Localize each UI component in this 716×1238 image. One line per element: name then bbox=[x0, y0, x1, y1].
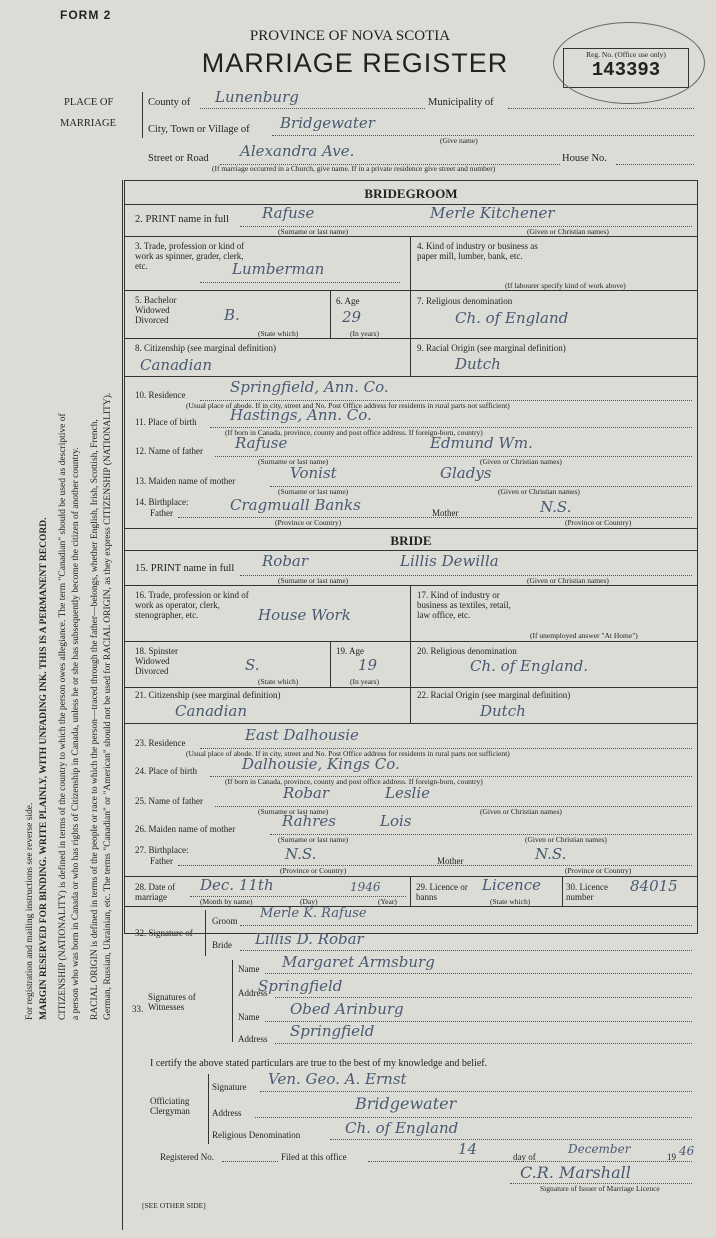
bg-father-surname: Rafuse bbox=[235, 434, 288, 452]
br-vdiv-4 bbox=[410, 687, 411, 723]
br-citizenship: Canadian bbox=[175, 702, 248, 720]
bg-years-caption: (In years) bbox=[350, 329, 379, 338]
bg-f14-label: 14. Birthplace: bbox=[135, 497, 189, 507]
bg-mother-prov-cap: (Province or Country) bbox=[565, 518, 632, 527]
sidebar-line-4: a person who was born in Canada or who has rights of Citizenship in Canada, unless he or she has subsequently become the citizen of another country. bbox=[71, 447, 81, 1020]
street-value: Alexandra Ave. bbox=[240, 142, 355, 160]
clergy-addr-line bbox=[255, 1117, 692, 1118]
f33-label: 33. bbox=[132, 1004, 144, 1014]
licence-type: Licence bbox=[482, 876, 541, 894]
bg-vdiv-2 bbox=[330, 290, 331, 338]
see-other-side: [SEE OTHER SIDE] bbox=[142, 1201, 206, 1210]
sig-bracket bbox=[205, 910, 206, 956]
bride-rule-5 bbox=[124, 723, 698, 724]
br-father-bp-label: Father bbox=[150, 856, 173, 866]
licence-state-cap: (State which) bbox=[490, 897, 531, 906]
br-father-surname: Robar bbox=[283, 784, 330, 802]
house-line bbox=[616, 164, 694, 165]
br-f16-label: 16. Trade, profession or kind of work as operator, clerk, stenographer, etc. bbox=[135, 590, 249, 620]
w2-address-label: Address bbox=[238, 1034, 268, 1044]
bg-f3-label: 3. Trade, profession or kind of work as spinner, grader, clerk, etc. bbox=[135, 241, 245, 271]
official-stamp-ring bbox=[553, 22, 705, 104]
sidebar-line-3: CITIZENSHIP (NATIONALITY) is defined in terms of the country to which the person owes allegiance. The term "Canadian" should be used as descriptive of bbox=[58, 413, 68, 1020]
bride-rule-2 bbox=[124, 585, 698, 586]
certify-statement: I certify the above stated particulars are true to the best of my knowledge and belief. bbox=[150, 1058, 488, 1069]
br-mother-bp-label: Mother bbox=[437, 856, 464, 866]
m-vdiv-1 bbox=[410, 876, 411, 906]
bride-sig-line bbox=[240, 950, 692, 951]
br-residence: East Dalhousie bbox=[245, 726, 359, 744]
bg-trade: Lumberman bbox=[232, 260, 325, 278]
county-line bbox=[200, 108, 425, 109]
issuer-signature: C.R. Marshall bbox=[520, 1163, 631, 1182]
sidebar-line-6: German, Russian, Ukrainian, etc. The terms "Canadian" or "American" should not be used for RACIAL ORIGIN, as they express CITIZENSHIP (NATIONALITY). bbox=[103, 392, 113, 1020]
br-f20-label: 20. Religious denomination bbox=[417, 646, 517, 656]
witness-2-address: Springfield bbox=[290, 1022, 375, 1040]
f28-label: 28. Date of marriage bbox=[135, 882, 176, 902]
w1-name-label: Name bbox=[238, 964, 260, 974]
marriage-month-day: Dec. 11th bbox=[200, 876, 274, 894]
br-status: S. bbox=[245, 656, 260, 674]
municipality-label: Municipality of bbox=[428, 97, 494, 108]
bg-f13-label: 13. Maiden name of mother bbox=[135, 476, 236, 486]
bg-father-bp-label: Father bbox=[150, 508, 173, 518]
br-f22-label: 22. Racial Origin (see marginal definition) bbox=[417, 690, 571, 700]
bg-trade-line bbox=[200, 282, 400, 283]
bg-residence-note: (Usual place of abode. If in city, street and No. Post Office address for residents in rural parts not sufficient) bbox=[186, 401, 510, 410]
bg-religion: Ch. of England bbox=[455, 309, 569, 327]
city-line bbox=[272, 135, 694, 136]
witness-1-name: Margaret Armsburg bbox=[282, 953, 435, 971]
bg-f7-label: 7. Religious denomination bbox=[417, 296, 513, 306]
bg-birth-note: (If born in Canada, province, county and post office address. If foreign-born, country) bbox=[225, 428, 483, 437]
bg-mother-surname: Vonist bbox=[290, 464, 337, 482]
br-f18-label: 18. Spinster Widowed Divorced bbox=[135, 646, 179, 676]
issuer-caption: Signature of Issuer of Marriage Licence bbox=[540, 1184, 660, 1193]
bg-rule-5 bbox=[124, 376, 698, 377]
clergy-address-label: Address bbox=[212, 1108, 242, 1118]
place-label-2: MARRIAGE bbox=[60, 118, 117, 129]
br-father-prov-cap: (Province or Country) bbox=[280, 866, 347, 875]
bg-father-prov-cap: (Province or Country) bbox=[275, 518, 342, 527]
f29-label: 29. Licence or banns bbox=[416, 882, 468, 902]
county-value: Lunenburg bbox=[215, 88, 299, 106]
br-age: 19 bbox=[358, 656, 378, 674]
br-residence-note: (Usual place of abode. If in city, street and No. Post Office address for residents in rural parts not sufficient) bbox=[186, 749, 510, 758]
br-given: Lillis Dewilla bbox=[400, 552, 499, 570]
bg-mother-bp-label: Mother bbox=[432, 508, 459, 518]
bg-rule-3 bbox=[124, 290, 698, 291]
bg-vdiv-1 bbox=[410, 236, 411, 290]
sidebar-line-2: MARGIN RESERVED FOR BINDING. WRITE PLAINLY, WITH UNFADING INK. THIS IS A PERMANENT RECORD. bbox=[39, 517, 49, 1020]
bg-status: B. bbox=[224, 306, 240, 324]
clergy-religion: Ch. of England bbox=[345, 1119, 459, 1137]
w2-addr-line bbox=[275, 1043, 692, 1044]
w1-addr-line bbox=[275, 997, 692, 998]
br-vdiv-2 bbox=[330, 641, 331, 687]
br-given-cap: (Given or Christian names) bbox=[527, 576, 609, 585]
br-vdiv-1 bbox=[410, 585, 411, 641]
city-value: Bridgewater bbox=[280, 114, 375, 132]
filed-month: December bbox=[568, 1142, 631, 1156]
reg-no-line bbox=[222, 1161, 278, 1162]
sidebar-line-5: RACIAL ORIGIN is defined in terms of the people or race to which the person—traced through the father—belongs, whether English, Irish, Scottish, French, bbox=[90, 419, 100, 1020]
w1-name-line bbox=[265, 973, 692, 974]
bg-father-bp: Cragmuall Banks bbox=[230, 496, 361, 514]
br-f24-label: 24. Place of birth bbox=[135, 766, 197, 776]
give-name-caption: (Give name) bbox=[440, 136, 478, 145]
witness-2-name: Obed Arinburg bbox=[290, 1000, 404, 1018]
m-vdiv-2 bbox=[562, 876, 563, 906]
marriage-rule-2 bbox=[124, 906, 698, 907]
bg-rule-1 bbox=[124, 204, 698, 205]
bg-f5-label: 5. Bachelor Widowed Divorced bbox=[135, 295, 177, 325]
br-f23-label: 23. Residence bbox=[135, 738, 186, 748]
place-bracket bbox=[142, 92, 143, 138]
br-father-bp: N.S. bbox=[285, 845, 317, 863]
bg-father-given: Edmund Wm. bbox=[430, 434, 533, 452]
witness-bracket bbox=[232, 960, 233, 1042]
bg-father-surname-cap: (Surname or last name) bbox=[258, 457, 329, 466]
w1-address-label: Address bbox=[238, 988, 268, 998]
clergy-address: Bridgewater bbox=[355, 1094, 457, 1113]
county-label: County of bbox=[148, 97, 191, 108]
bg-f8-label: 8. Citizenship (see marginal definition) bbox=[135, 343, 277, 353]
marriage-year: 1946 bbox=[350, 880, 381, 894]
witness-1-address: Springfield bbox=[258, 977, 343, 995]
page-title: MARRIAGE REGISTER bbox=[201, 48, 509, 78]
bg-state-caption: (State which) bbox=[258, 329, 299, 338]
licence-number: 84015 bbox=[630, 877, 678, 895]
day-caption: (Day) bbox=[300, 897, 318, 906]
filed-day: 14 bbox=[458, 1140, 478, 1158]
bg-f11-label: 11. Place of birth bbox=[135, 417, 197, 427]
groom-label: Groom bbox=[212, 916, 238, 926]
registered-no-label: Registered No. bbox=[160, 1152, 214, 1162]
witness-label: Signatures of Witnesses bbox=[148, 992, 196, 1012]
bg-mother-given: Gladys bbox=[440, 464, 492, 482]
br-surname: Robar bbox=[262, 552, 309, 570]
bg-surname-caption: (Surname or last name) bbox=[278, 227, 349, 236]
bride-rule-4 bbox=[124, 687, 698, 688]
br-father-given: Leslie bbox=[385, 784, 431, 802]
br-f17-note: (If unemployed answer "At Home") bbox=[530, 631, 638, 640]
bg-f9-label: 9. Racial Origin (see marginal definition) bbox=[417, 343, 566, 353]
br-f15-label: 15. PRINT name in full bbox=[135, 563, 235, 574]
bg-vdiv-3 bbox=[410, 290, 411, 338]
br-birth: Dalhousie, Kings Co. bbox=[242, 755, 400, 773]
w2-name-label: Name bbox=[238, 1012, 260, 1022]
bg-rule-4 bbox=[124, 338, 698, 339]
bg-f10-label: 10. Residence bbox=[135, 390, 186, 400]
bg-origin: Dutch bbox=[455, 355, 501, 373]
bg-given: Merle Kitchener bbox=[430, 204, 555, 222]
sidebar-line-1: For registration and mailing instructions see reverse side. bbox=[25, 802, 35, 1020]
br-father-given-cap: (Given or Christian names) bbox=[480, 807, 562, 816]
bg-vdiv-4 bbox=[410, 338, 411, 376]
clergy-bracket bbox=[208, 1074, 209, 1144]
bg-rule-2 bbox=[124, 236, 698, 237]
br-state-cap: (State which) bbox=[258, 677, 299, 686]
bg-surname: Rafuse bbox=[262, 204, 315, 222]
clergy-sig-line bbox=[260, 1091, 692, 1092]
br-mother-given: Lois bbox=[380, 812, 412, 830]
bg-father-given-cap: (Given or Christian names) bbox=[480, 457, 562, 466]
br-mother-given-cap: (Given or Christian names) bbox=[525, 835, 607, 844]
year-caption: (Year) bbox=[378, 897, 397, 906]
bg-f4-label: 4. Kind of industry or business as paper mill, lumber, bank, etc. bbox=[417, 241, 538, 261]
clergy-signature: Ven. Geo. A. Ernst bbox=[268, 1070, 407, 1088]
br-mother-surname: Rahres bbox=[282, 812, 336, 830]
f32-label: 32. Signature of bbox=[135, 928, 193, 938]
filed-year: 46 bbox=[679, 1144, 695, 1158]
bg-f6-label: 6. Age bbox=[336, 296, 360, 306]
bg-citizenship: Canadian bbox=[140, 356, 213, 374]
city-label: City, Town or Village of bbox=[148, 124, 250, 135]
br-mother-bp: N.S. bbox=[535, 845, 567, 863]
bride-rule-3 bbox=[124, 641, 698, 642]
bride-rule-1 bbox=[124, 550, 698, 551]
bg-f12-label: 12. Name of father bbox=[135, 446, 203, 456]
bride-rule-0 bbox=[124, 528, 698, 529]
br-years-cap: (In years) bbox=[350, 677, 379, 686]
filed-label: Filed at this office bbox=[281, 1152, 347, 1162]
bg-mother-bp: N.S. bbox=[540, 498, 572, 516]
filed-year-prefix: 19 bbox=[667, 1152, 676, 1162]
bride-signature: Lillis D. Robar bbox=[255, 930, 364, 948]
br-f25-label: 25. Name of father bbox=[135, 796, 203, 806]
bride-label: Bride bbox=[212, 940, 232, 950]
br-origin: Dutch bbox=[480, 702, 526, 720]
groom-sig-line bbox=[240, 925, 692, 926]
br-mother-prov-cap: (Province or Country) bbox=[565, 866, 632, 875]
street-label: Street or Road bbox=[148, 153, 209, 164]
reg-number-label: Reg. No. (Office use only) bbox=[586, 50, 666, 59]
br-f26-label: 26. Maiden name of mother bbox=[135, 824, 236, 834]
bg-birth: Hastings, Ann. Co. bbox=[230, 406, 372, 424]
groom-signature: Merle K. Rafuse bbox=[260, 906, 367, 921]
br-mother-surname-cap: (Surname or last name) bbox=[278, 835, 349, 844]
br-father-surname-cap: (Surname or last name) bbox=[258, 807, 329, 816]
month-caption: (Month by name) bbox=[200, 897, 253, 906]
br-f27-label: 27. Birthplace: bbox=[135, 845, 189, 855]
br-trade: House Work bbox=[258, 606, 351, 624]
clergy-religion-label: Religious Denomination bbox=[212, 1130, 301, 1140]
place-label-1: PLACE OF bbox=[64, 97, 114, 108]
br-vdiv-3 bbox=[410, 641, 411, 687]
day-of-label: day of bbox=[513, 1152, 536, 1162]
clergy-signature-label: Signature bbox=[212, 1082, 247, 1092]
province-title: PROVINCE OF NOVA SCOTIA bbox=[249, 28, 451, 44]
br-f17-label: 17. Kind of industry or business as textiles, retail, law office, etc. bbox=[417, 590, 511, 620]
bg-age: 29 bbox=[342, 308, 362, 326]
clergy-label: Officiating Clergyman bbox=[150, 1096, 190, 1116]
bg-residence: Springfield, Ann. Co. bbox=[230, 378, 389, 396]
br-surname-cap: (Surname or last name) bbox=[278, 576, 349, 585]
bg-mother-given-cap: (Given or Christian names) bbox=[498, 487, 580, 496]
bg-f2-label: 2. PRINT name in full bbox=[135, 214, 230, 225]
bg-mother-surname-cap: (Surname or last name) bbox=[278, 487, 349, 496]
form-number: FORM 2 bbox=[60, 8, 112, 22]
br-f19-label: 19. Age bbox=[336, 646, 364, 656]
reg-number-value: 143393 bbox=[591, 59, 661, 81]
bg-f4-note: (If labourer specify kind of work above) bbox=[505, 281, 626, 290]
br-birth-note: (If born in Canada, province, county and post office address. If foreign-born, country) bbox=[225, 777, 483, 786]
clergy-rel-line bbox=[330, 1139, 692, 1140]
bridegroom-heading: BRIDEGROOM bbox=[364, 186, 458, 201]
street-note: (If marriage occurred in a Church, give name. If in a private residence give street and number) bbox=[212, 164, 496, 173]
br-religion: Ch. of England. bbox=[470, 657, 589, 675]
bride-heading: BRIDE bbox=[390, 533, 432, 548]
municipality-line bbox=[508, 108, 694, 109]
house-label: House No. bbox=[562, 153, 607, 164]
bg-given-caption: (Given or Christian names) bbox=[527, 227, 609, 236]
binding-margin-line bbox=[122, 180, 123, 1230]
br-f21-label: 21. Citizenship (see marginal definition) bbox=[135, 690, 281, 700]
f30-label: 30. Licence number bbox=[566, 882, 608, 902]
